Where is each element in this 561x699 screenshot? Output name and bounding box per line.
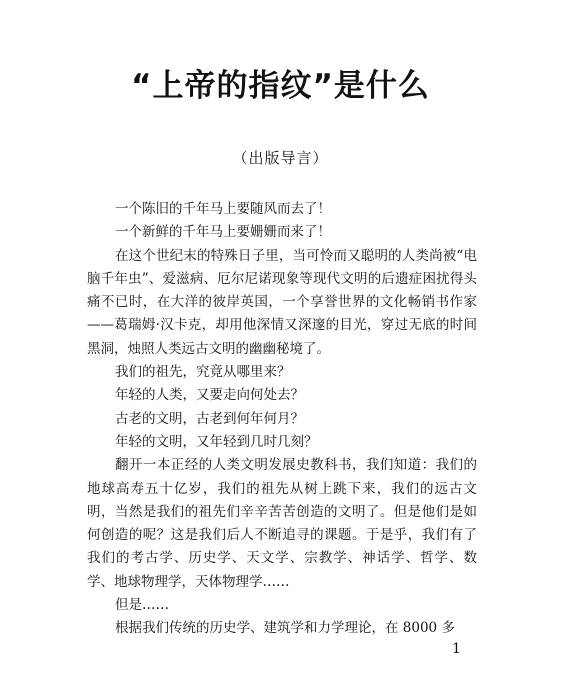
paragraph: 一个新鲜的千年马上要姗姗而来了！ xyxy=(115,224,331,241)
paragraph: 根据我们传统的历史学、建筑学和力学理论，在 8000 多 xyxy=(115,620,455,637)
page-number: 1 xyxy=(452,641,461,657)
paragraph: 一个陈旧的千年马上要随风而去了！ xyxy=(115,201,331,217)
page-title: “上帝的指纹”是什么 xyxy=(131,68,430,104)
paragraph: 但是…… xyxy=(115,597,169,614)
paragraph: 在这个世纪末的特殊日子里，当可怜而又聪明的人类尚被“电脑千年虫”、爱滋病、厄尔尼诺现象等现代文明的后遗症困扰得头痛不已时，在大洋的彼岸英国，一个享誉世界的文化畅销书作家——葛瑞姆·汉卡克，却用他深情又深邃的目光，穿过无底的时间黑洞，烛照人类远古文明的幽幽秘境了。 xyxy=(87,247,477,357)
paragraph: 古老的文明，古老到何年何月？ xyxy=(115,410,304,427)
body-text xyxy=(87,198,477,641)
paragraph: 我们的祖先，究竟从哪里来？ xyxy=(115,364,291,381)
paragraph: 年轻的人类，又要走向何处去？ xyxy=(115,387,304,404)
paragraph: 年轻的文明，又年轻到几时几刻？ xyxy=(115,433,318,450)
page-subtitle: （出版导言） xyxy=(232,149,329,167)
paragraph: 翻开一本正经的人类文明发展史教科书，我们知道：我们的地球高寿五十亿岁，我们的祖先从树上跳下来，我们的远古文明，当然是我们的祖先们辛辛苦苦创造的文明了。但是他们是如何创造的呢？这是我们后人不断追寻的课题。于是乎，我们有了我们的考古学、历史学、天文学、宗教学、神话学、哲学、数学、地球物理学，天体物理学…… xyxy=(87,457,477,590)
